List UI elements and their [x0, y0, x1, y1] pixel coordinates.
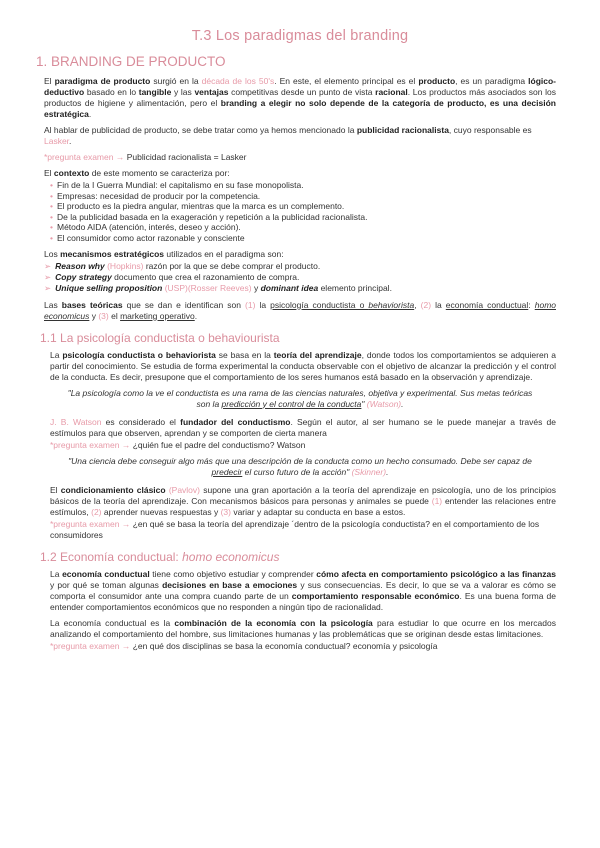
exam-note-4: *pregunta examen → ¿en qué dos disciplinas se basa la economía conductual? economía y psicología: [50, 640, 438, 651]
paragraph-contexto: El contexto de este momento se caracteriza por:: [44, 168, 230, 178]
subsection-heading-economia-conductual: 1.2 Economía conductual: homo economicus: [40, 549, 280, 564]
list-item: • Método AIDA (atención, interés, deseo y acción).: [50, 222, 556, 233]
list-item: • De la publicidad basada en la exageración y repetición a la publicidad racionalista.: [50, 212, 556, 223]
exam-note-1: *pregunta examen → Publicidad racionalista = Lasker: [44, 152, 247, 162]
list-item: • Fin de la I Guerra Mundial: el capitalismo en su fase monopolista.: [50, 180, 556, 191]
subsection-heading-psicologia-conductista: 1.1 La psicología conductista o behaviourista: [40, 330, 280, 345]
paragraph-watson: J. B. Watson es considerado el fundador del conductismo. Según el autor, al ser humano se le puede manejar a través de estímulos para que observen, aprendan y se comporten de cierta manera: [50, 416, 556, 438]
paragraph-paradigma-producto: El paradigma de producto surgió en la década de los 50's. En este, el elemento principal es el producto, es un paradigma lógico-deductivo basado en lo tangible y las ventajas competitivas desde un punto de vista racional. Los productos más asociados son los productos de higiene y alimentación, pero el branding a elegir no solo depende de la categoría de producto, es una decisión estratégica.: [44, 76, 557, 119]
paragraph-economia-conductual: La economía conductual tiene como objetivo estudiar y comprender cómo afecta en comportamiento psicológico a las finanzas y por qué se toman algunas decisiones en base a emociones y sus consecuencias. Es decir, lo que se va a valorar es cómo se comporta el consumidor ante una compra cuando parte de un comportamiento responsable económico. Es una buena forma de entender comportamientos económicos que no responden a ningún tipo de racionalidad.: [50, 568, 557, 612]
arrow-icon: ➢: [44, 271, 52, 282]
paragraph-publicidad-racionalista: Al hablar de publicidad de producto, se debe tratar como ya hemos mencionado la publicidad racionalista, cuyo responsable es Lasker.: [44, 125, 532, 146]
list-item: ➢ Copy strategy documento que crea el razonamiento de compra.: [44, 271, 300, 282]
list-item: • El consumidor como actor razonable y consciente: [50, 233, 556, 244]
arrow-icon: ➢: [44, 282, 52, 293]
paragraph-psicologia-conductista: La psicología conductista o behaviorista se basa en la teoría del aprendizaje, donde todos los comportamientos se adquieren a partir del conocimiento. Se estudia de forma experimental la conducta observable con el objetivo de alcanzar la predicción y el control de la conducta. Es decir, presupone que el comportamiento de los seres humanos está basado en la observación y aprendizaje.: [50, 349, 557, 382]
quote-watson: "La psicología como la ve el conductista es una rama de las ciencias naturales, objetiva y experimental. Sus metas teóricas son la predicción y el control de la conducta" (Watson).: [67, 387, 533, 409]
mechanisms-list: [44, 261, 556, 294]
quote-skinner: "Una ciencia debe conseguir algo más que una descripción de la conducta como un hecho consumado. Debe ser capaz de predecir el curso futuro de la acción" (Skinner).: [68, 455, 532, 477]
arrow-icon: ➢: [44, 260, 52, 271]
document-title: T.3 Los paradigmas del branding: [191, 28, 409, 44]
list-item: ➢ Reason why (Hopkins) razón por la que se debe comprar el producto.: [44, 260, 321, 271]
exam-note-3: *pregunta examen → ¿en qué se basa la teoría del aprendizaje ´dentro de la psicología conductista? en el comportamiento de los consumidores: [50, 518, 540, 540]
exam-note-2: *pregunta examen → ¿quién fue el padre del conductismo? Watson: [50, 439, 306, 450]
context-list: [44, 180, 556, 244]
list-item: • El producto es la piedra angular, mientras que la marca es un complemento.: [50, 201, 556, 212]
list-item: ➢ Unique selling proposition (USP)(Rosser Reeves) y dominant idea elemento principal.: [44, 282, 392, 293]
paragraph-bases-teoricas: Las bases teóricas que se dan e identifican son (1) la psicología conductista o behaviorista, (2) la economía conductual: homo economicus y (3) el marketing operativo.: [44, 299, 556, 321]
paragraph-mecanismos: Los mecanismos estratégicos utilizados en el paradigma son:: [44, 248, 284, 259]
paragraph-condicionamiento-clasico: El condicionamiento clásico (Pavlov) supone una gran aportación a la teoría del aprendizaje en psicología, uno de los principios básicos de la teoría del aprendizaje. Con mecanismos básicos para personas y animales se puede (1) entender las relaciones entre estímulos, (2) aprender nuevas respuestas y (3) variar y adaptar su conducta en base a estos.: [50, 484, 556, 517]
list-item: • Empresas: necesidad de producir por la competencia.: [50, 191, 556, 202]
section-heading-branding-producto: 1. BRANDING DE PRODUCTO: [36, 54, 226, 69]
paragraph-combinacion: La economía conductual es la combinación de la economía con la psicología para estudiar lo que ocurre en los mercados analizando el comportamiento del hombre, sus limitaciones humanas y las problemáticas que se originan desde estas limitaciones.: [50, 617, 556, 639]
